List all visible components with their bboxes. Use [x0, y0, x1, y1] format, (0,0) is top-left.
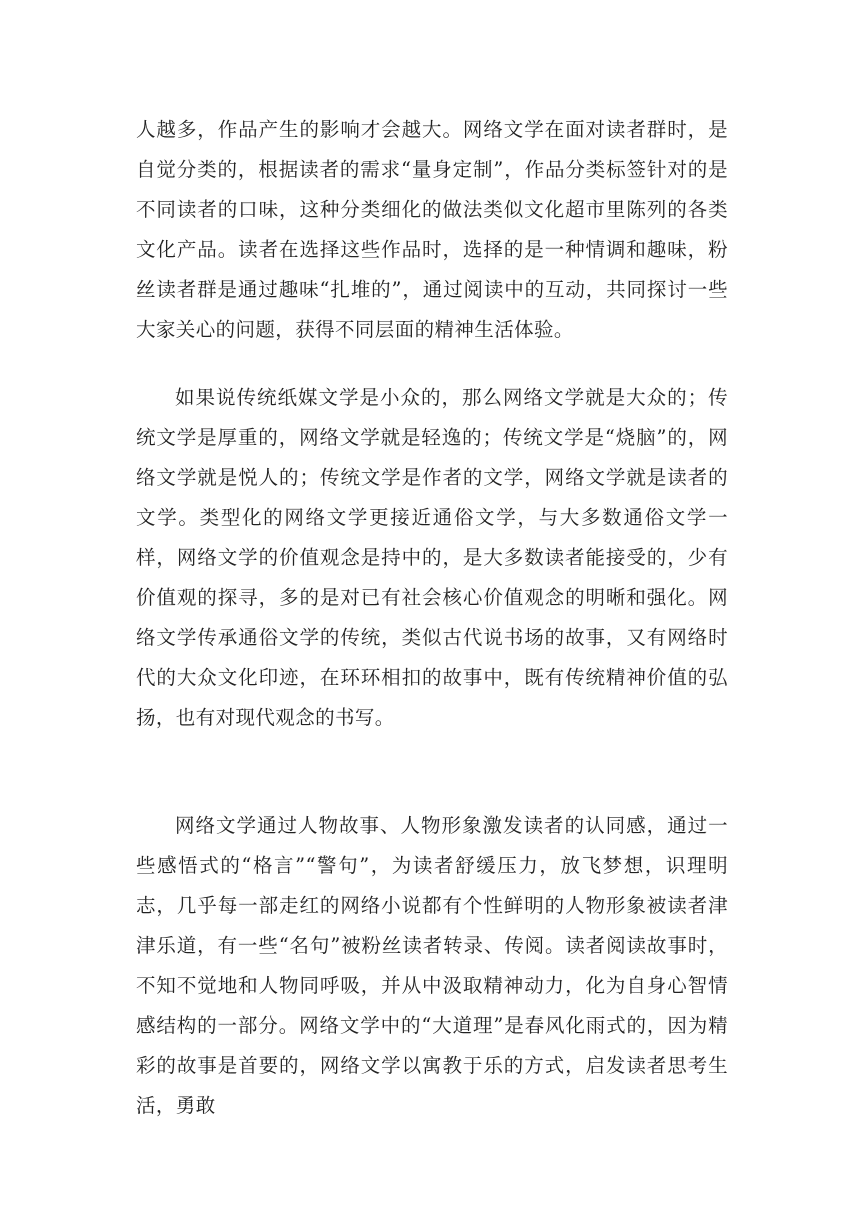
paragraph-1: 人越多，作品产生的影响才会越大。网络文学在面对读者群时，是自觉分类的，根据读者的需求“量身定制”，作品分类标签针对的是不同读者的口味，这种分类细化的做法类似文化超市里陈列的各类文化产品。读者在选择这些作品时，选择的是一种情调和趣味，粉丝读者群是通过趣味“扎堆的”，通过阅读中的互动，共同探讨一些大家关心的问题，获得不同层面的精神生活体验。: [136, 118, 728, 341]
paragraph-3: 网络文学通过人物故事、人物形象激发读者的认同感，通过一些感悟式的“格言”“警句”，为读者舒缓压力，放飞梦想，识理明志，几乎每一部走红的网络小说都有个性鲜明的人物形象被读者津津乐道，有一些“名句”被粉丝读者转录、传阅。读者阅读故事时，不知不觉地和人物同呼吸，并从中汲取精神动力，化为自身心智情感结构的一部分。网络文学中的“大道理”是春风化雨式的，因为精彩的故事是首要的，网络文学以寓教于乐的方式，启发读者思考生活，勇敢: [136, 814, 728, 1117]
paragraph-2: 如果说传统纸媒文学是小众的，那么网络文学就是大众的；传统文学是厚重的，网络文学就是轻逸的；传统文学是“烧脑”的，网络文学就是悦人的；传统文学是作者的文学，网络文学就是读者的文学。类型化的网络文学更接近通俗文学，与大多数通俗文学一样，网络文学的价值观念是持中的，是大多数读者能接受的，少有价值观的探寻，多的是对已有社会核心价值观念的明晰和强化。网络文学传承通俗文学的传统，类似古代说书场的故事，又有网络时代的大众文化印迹，在环环相扣的故事中，既有传统精神价值的弘扬，也有对现代观念的书写。: [136, 386, 728, 729]
